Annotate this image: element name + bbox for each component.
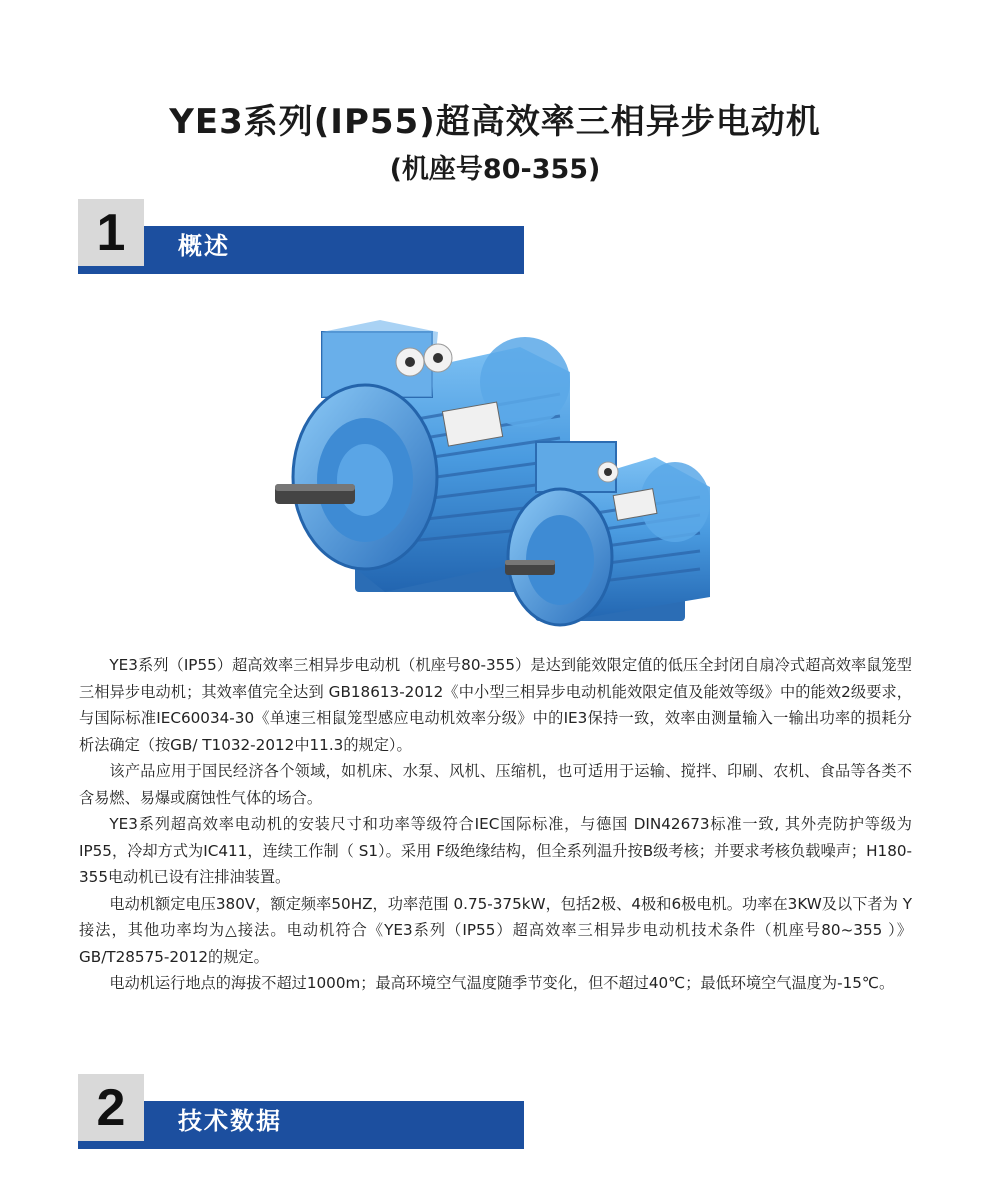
- paragraph: 电动机额定电压380V，额定频率50HZ，功率范围 0.75-375kW，包括2极、4极和6极电机。功率在3KW及以下者为 Y接法，其他功率均为△接法。电动机符合《YE3系列（IP55）超高效率三相异步电动机技术条件（机座号80~355 ）》GB/T28575-2012的规定。: [79, 894, 912, 966]
- paragraph: YE3系列（IP55）超高效率三相异步电动机（机座号80-355）是达到能效限定值的低压全封闭自扇冷式超高效率鼠笼型三相异步电动机；其效率值完全达到 GB18613-2012《中小型三相异步电动机能效限定值及能效等级》中的能效2级要求， 与国际标准IEC60034-30《单速三相鼠笼型感应电动机效率分级》中的IE3保持一致，效率由测量输入一输出功率的损耗分析法确定（按GB/ T1032-2012中11.3的规定）。: [79, 656, 912, 754]
- page-subtitle: (机座号80-355): [389, 154, 601, 185]
- overview-body: [79, 652, 912, 997]
- page-title: YE3系列(IP55)超高效率三相异步电动机: [169, 102, 821, 142]
- section-header-technical-data: [78, 1074, 524, 1149]
- section-rule: [78, 1141, 524, 1149]
- section-rule: [78, 266, 524, 274]
- paragraph: YE3系列超高效率电动机的安装尺寸和功率等级符合IEC国际标准，与德国 DIN42673标准一致, 其外壳防护等级为IP55，冷却方式为IC411，连续工作制（ S1）。采用 F级绝缘结构，但全系列温升按B级考核；并要求考核负载噪声；H180-355电动机已设有注排油装置。: [79, 815, 912, 886]
- small-motor-illustration: [505, 442, 710, 625]
- section-number: 1: [78, 199, 144, 274]
- section-number: 2: [78, 1074, 144, 1149]
- section-title: 技术数据: [144, 1101, 524, 1141]
- paragraph: 该产品应用于国民经济各个领域，如机床、水泵、风机、压缩机，也可适用于运输、搅拌、印刷、农机、食品等各类不含易燃、易爆或腐蚀性气体的场合。: [79, 762, 912, 807]
- section-header-overview: [78, 199, 524, 274]
- section-title: 概述: [144, 226, 524, 266]
- paragraph: 电动机运行地点的海拔不超过1000m；最高环境空气温度随季节变化，但不超过40℃；最低环境空气温度为-15℃。: [109, 974, 895, 992]
- motor-product-photo: [270, 312, 720, 634]
